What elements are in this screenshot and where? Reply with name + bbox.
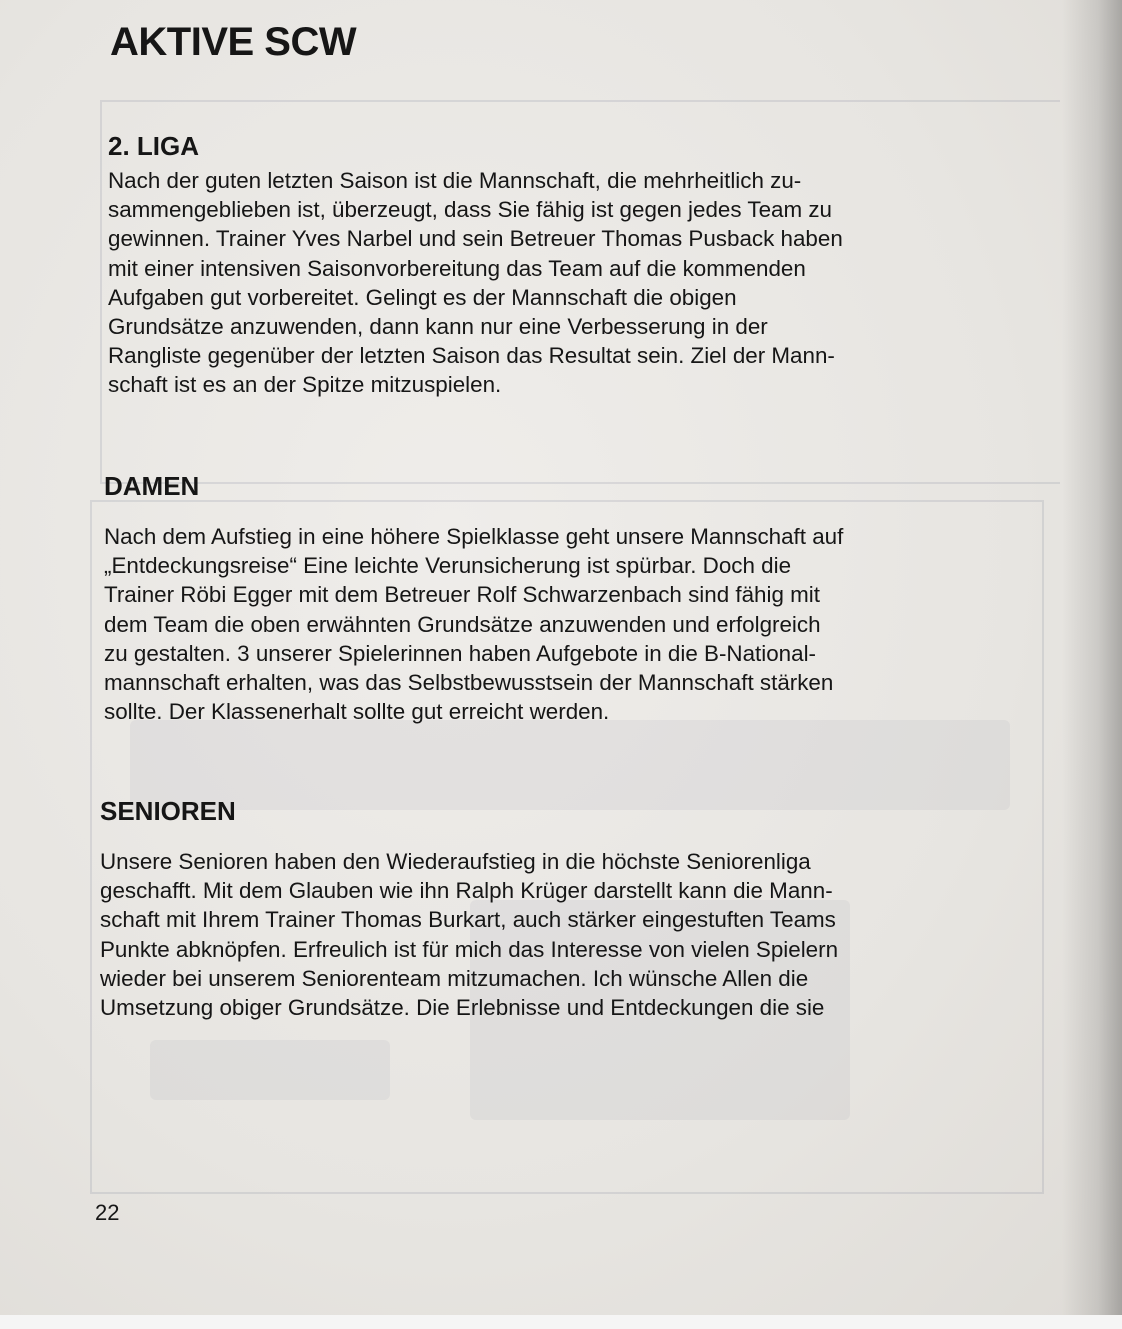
body-line: sammengeblieben ist, überzeugt, dass Sie fähig ist gegen jedes Team zu: [108, 197, 832, 223]
body-line: schaft ist es an der Spitze mitzuspielen.: [108, 372, 502, 398]
body-line: Trainer Röbi Egger mit dem Betreuer Rolf Schwarzenbach sind fähig mit: [104, 582, 820, 608]
section-body: [108, 166, 1028, 400]
body-line: zu gestalten. 3 unserer Spielerinnen haben Aufgebote in die B-National-: [104, 640, 817, 666]
body-line: „Entdeckungsreise“ Eine leichte Verunsicherung ist spürbar. Doch die: [104, 553, 792, 579]
body-line: wieder bei unserem Seniorenteam mitzumachen. Ich wünsche Allen die: [100, 965, 809, 991]
body-line: mannschaft erhalten, was das Selbstbewusstsein der Mannschaft stärken: [104, 670, 834, 696]
section-body: [104, 522, 1024, 726]
body-line: Punkte abknöpfen. Erfreulich ist für mich das Interesse von vielen Spielern: [100, 936, 839, 962]
body-line: mit einer intensiven Saisonvorbereitung das Team auf die kommenden: [108, 255, 806, 281]
section-damen: [104, 470, 1024, 726]
page-bottom-edge: [0, 1315, 1122, 1329]
body-line: dem Team die oben erwähnten Grundsätze anzuwenden und erfolgreich: [104, 611, 821, 637]
section-senioren: [100, 795, 1020, 1022]
section-heading: SENIOREN: [100, 796, 236, 826]
article: [100, 18, 1020, 1021]
body-line: Nach dem Aufstieg in eine höhere Spielklasse geht unsere Mannschaft auf: [104, 524, 844, 549]
section-heading: DAMEN: [104, 471, 200, 501]
body-line: Nach der guten letzten Saison ist die Mannschaft, die mehrheitlich zu-: [108, 168, 802, 193]
body-line: Rangliste gegenüber der letzten Saison das Resultat sein. Ziel der Mann-: [108, 343, 835, 369]
body-line: Aufgaben gut vorbereitet. Gelingt es der Mannschaft die obigen: [108, 284, 737, 310]
section-2-liga: [108, 130, 1028, 400]
body-line: geschafft. Mit dem Glauben wie ihn Ralph Krüger darstellt kann die Mann-: [100, 878, 833, 904]
body-line: schaft mit Ihrem Trainer Thomas Burkart, auch stärker eingestuften Teams: [100, 907, 836, 933]
page-fold-shadow: [1062, 0, 1122, 1329]
body-line: Grundsätze anzuwenden, dann kann nur eine Verbesserung in der: [108, 314, 768, 340]
page-number: 22: [95, 1200, 120, 1225]
section-heading: 2. LIGA: [108, 131, 200, 161]
body-line: gewinnen. Trainer Yves Narbel und sein Betreuer Thomas Pusback haben: [108, 226, 843, 252]
body-line: Unsere Senioren haben den Wiederaufstieg in die höchste Seniorenliga: [100, 849, 811, 874]
body-line: Umsetzung obiger Grundsätze. Die Erlebnisse und Entdeckungen die sie: [100, 995, 825, 1021]
section-body: [100, 847, 1020, 1022]
page-title: AKTIVE SCW: [110, 20, 357, 64]
body-line: sollte. Der Klassenerhalt sollte gut erreicht werden.: [104, 699, 610, 725]
